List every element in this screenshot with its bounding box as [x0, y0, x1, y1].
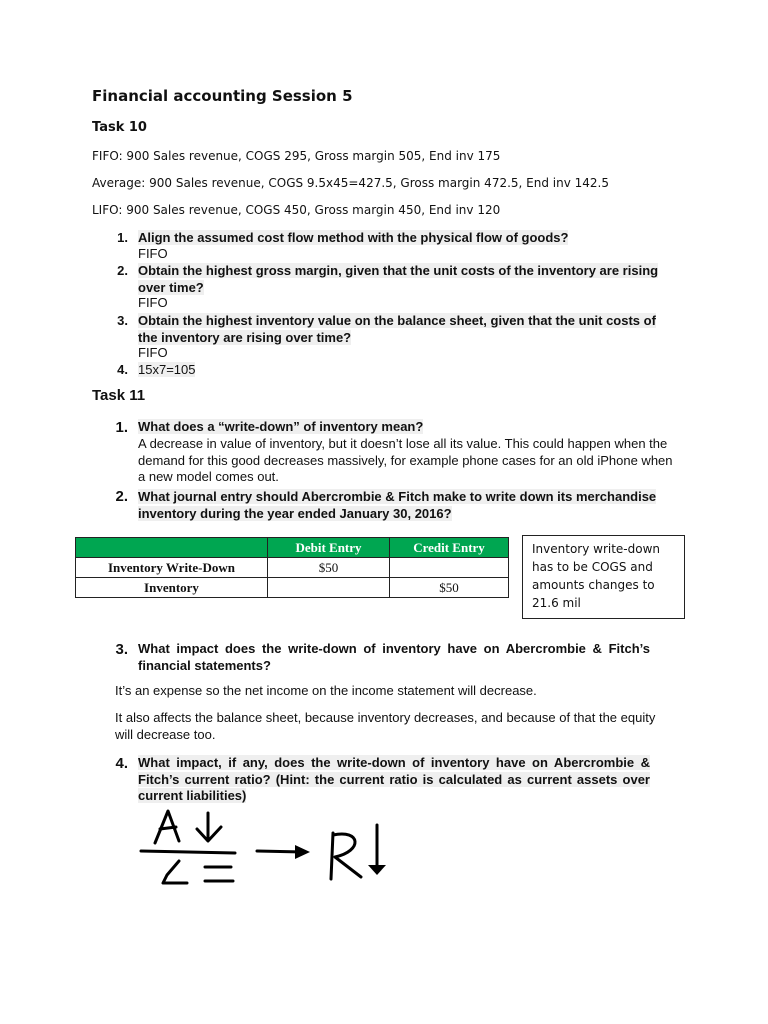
answer-paragraph: It’s an expense so the net income on the income statement will decrease.	[115, 683, 537, 698]
table-cell: $50	[390, 578, 509, 598]
answer-text: FIFO	[138, 295, 168, 310]
question-text: Obtain the highest inventory value on the balance sheet, given that the unit costs of the inventory are rising over time?	[138, 313, 656, 345]
list-number: 4.	[117, 362, 128, 377]
list-number: 3.	[117, 313, 128, 328]
table-header-cell: Credit Entry	[390, 538, 509, 558]
list-number: 2.	[115, 488, 128, 505]
fifo-line: FIFO: 900 Sales revenue, COGS 295, Gross margin 505, End inv 175	[92, 149, 501, 163]
journal-entry-table	[75, 537, 509, 598]
table-row	[76, 578, 509, 598]
table-cell: Inventory	[76, 578, 268, 598]
table-cell	[390, 558, 509, 578]
table-cell: $50	[268, 558, 390, 578]
list-number: 1.	[115, 419, 128, 436]
answer-paragraph: It also affects the balance sheet, because inventory decreases, and because of that the equity will decrease too.	[115, 710, 656, 742]
question-text: Align the assumed cost flow method with the physical flow of goods?	[138, 230, 569, 245]
answer-text: FIFO	[138, 246, 168, 261]
table-header-cell	[76, 538, 268, 558]
question-text: What does a “write-down” of inventory mean?	[138, 419, 424, 434]
list-number: 4.	[115, 755, 128, 772]
list-number: 1.	[117, 230, 128, 245]
question-text: What impact does the write-down of inventory have on Abercrombie & Fitch’s financial statements?	[138, 641, 650, 673]
list-number: 2.	[117, 263, 128, 278]
handwritten-ratio-sketch	[135, 805, 395, 895]
table-row	[76, 558, 509, 578]
task-11-heading: Task 11	[92, 387, 146, 404]
table-header-cell: Debit Entry	[268, 538, 390, 558]
table-cell	[268, 578, 390, 598]
lifo-line: LIFO: 900 Sales revenue, COGS 450, Gross margin 450, End inv 120	[92, 203, 501, 217]
document-title: Financial accounting Session 5	[92, 87, 353, 105]
average-line: Average: 900 Sales revenue, COGS 9.5x45=427.5, Gross margin 472.5, End inv 142.5	[92, 176, 609, 190]
question-text: What journal entry should Abercrombie & Fitch make to write down its merchandise inventory during the year ended January 30, 2016?	[138, 489, 657, 521]
list-number: 3.	[115, 641, 128, 658]
answer-text: FIFO	[138, 345, 168, 360]
answer-text: 15x7=105	[138, 362, 196, 377]
table-cell: Inventory Write-Down	[76, 558, 268, 578]
note-box: Inventory write-down has to be COGS and amounts changes to 21.6 mil	[522, 535, 685, 619]
table-header-row	[76, 538, 509, 558]
question-text: Obtain the highest gross margin, given that the unit costs of the inventory are rising over time?	[138, 263, 659, 295]
question-text: What impact, if any, does the write-down of inventory have on Abercrombie & Fitch’s current ratio? (Hint: the current ratio is calculated as current assets over current liabilities)	[138, 755, 650, 803]
answer-text: A decrease in value of inventory, but it doesn’t lose all its value. This could happen when the demand for this good decreases massively, for example phone cases for an old iPhone when a new model comes out.	[138, 436, 673, 484]
task-10-heading: Task 10	[92, 120, 147, 135]
